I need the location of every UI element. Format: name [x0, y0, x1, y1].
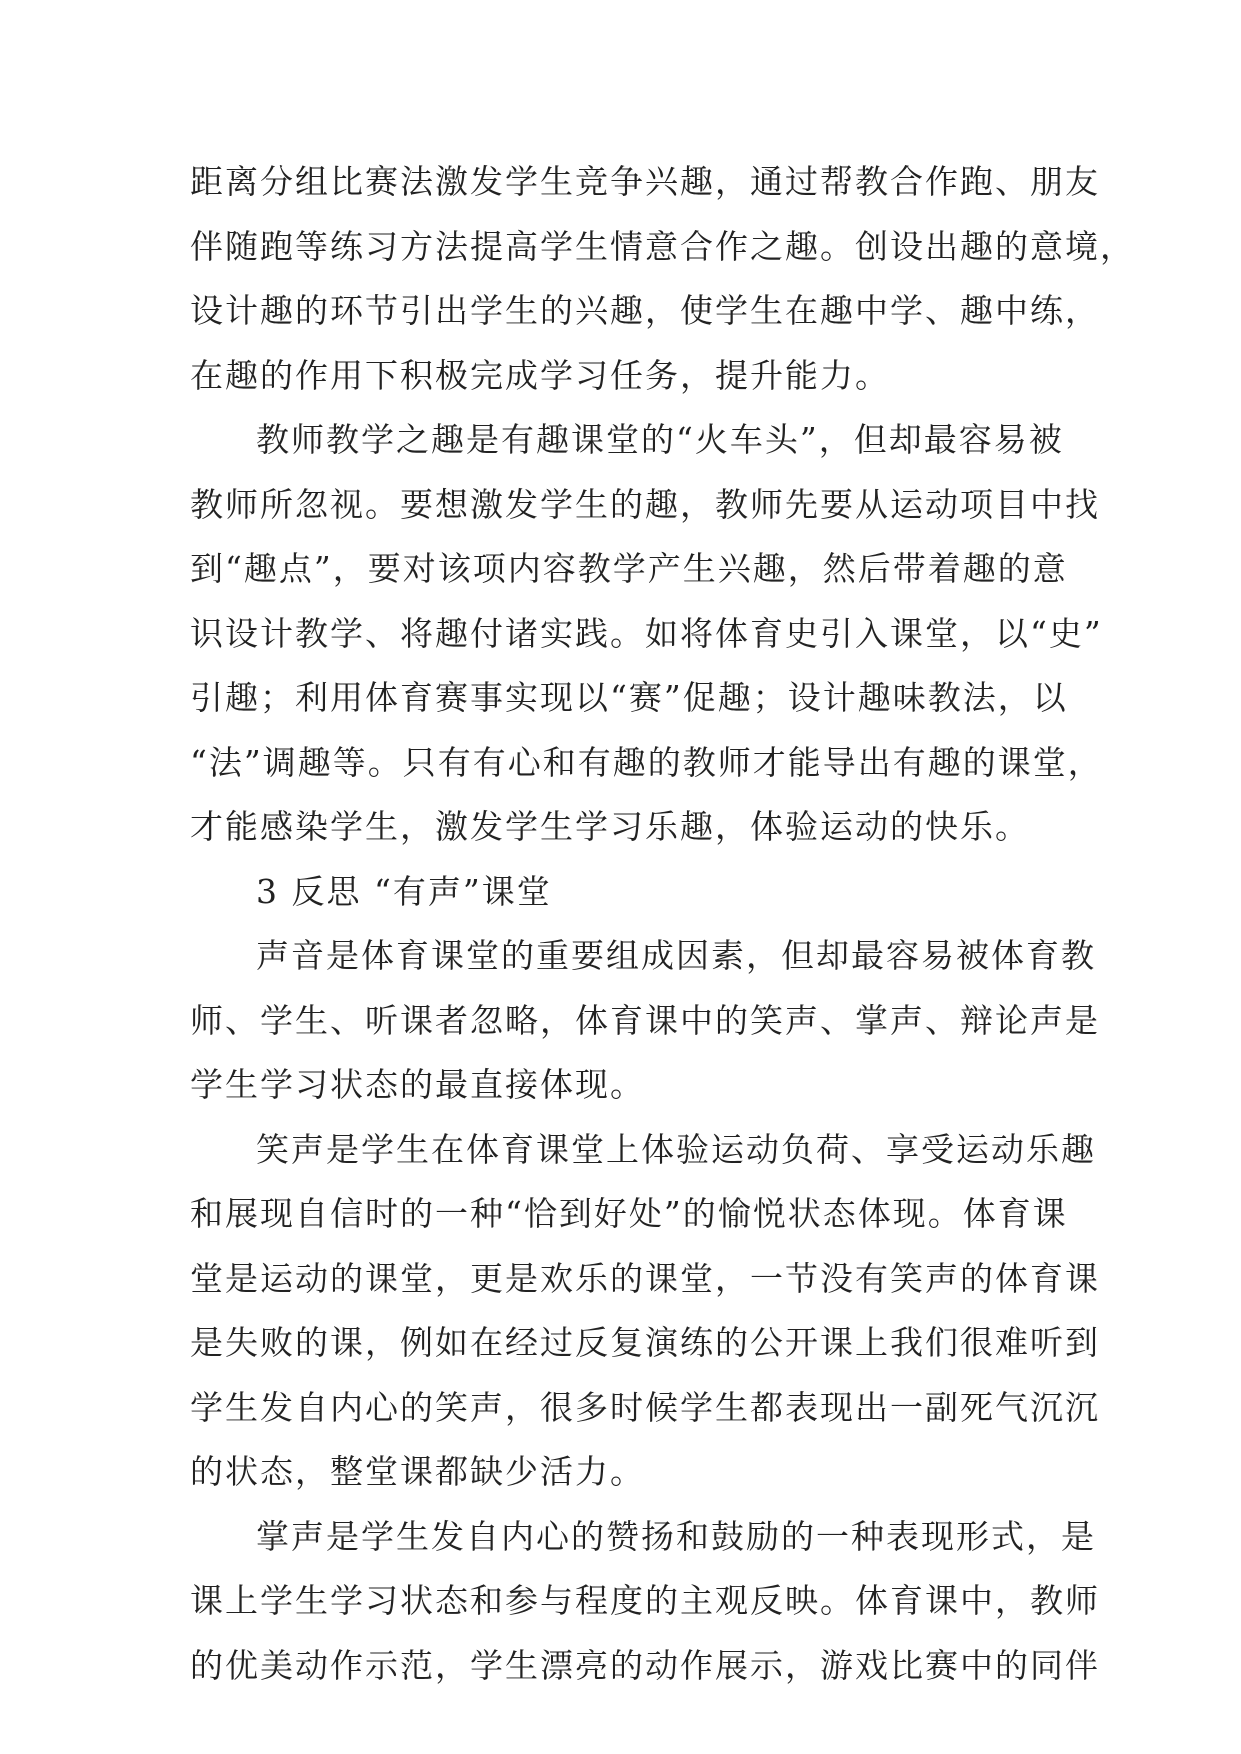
document-body — [190, 150, 1135, 1698]
text-line: 堂是运动的课堂，更是欢乐的课堂，一节没有笑声的体育课 — [190, 1258, 1100, 1298]
text-line: 才能感染学生，激发学生学习乐趣，体验运动的快乐。 — [190, 807, 1030, 846]
text-line: 引趣；利用体育赛事实现以“赛”促趣；设计趣味教法，以 — [190, 678, 1068, 717]
text-line: 3 反思 “有声”课堂 — [256, 871, 552, 911]
text-line: 到“趣点”，要对该项内容教学产生兴趣，然后带着趣的意 — [190, 549, 1068, 588]
text-line: 距离分组比赛法激发学生竞争兴趣，通过帮教合作跑、朋友 — [190, 162, 1100, 201]
text-line: 课上学生学习状态和参与程度的主观反映。体育课中，教师 — [190, 1581, 1100, 1620]
text-line: 教师教学之趣是有趣课堂的“火车头”，但却最容易被 — [256, 420, 1064, 459]
text-line: 学生学习状态的最直接体现。 — [190, 1065, 645, 1104]
text-line: 声音是体育课堂的重要组成因素，但却最容易被体育教 — [256, 936, 1096, 975]
text-line: 和展现自信时的一种“恰到好处”的愉悦状态体现。体育课 — [190, 1194, 1068, 1233]
text-line: 是失败的课，例如在经过反复演练的公开课上我们很难听到 — [190, 1323, 1100, 1362]
text-line: 设计趣的环节引出学生的兴趣，使学生在趣中学、趣中练， — [190, 291, 1100, 330]
text-line: 学生发自内心的笑声，很多时候学生都表现出一副死气沉沉 — [190, 1387, 1100, 1427]
text-line: “法”调趣等。只有有心和有趣的教师才能导出有趣的课堂， — [190, 742, 1103, 782]
text-line: 识设计教学、将趣付诸实践。如将体育史引入课堂，以“史” — [190, 613, 1103, 653]
text-line: 掌声是学生发自内心的赞扬和鼓励的一种表现形式，是 — [256, 1516, 1096, 1556]
text-line: 伴随跑等练习方法提高学生情意合作之趣。创设出趣的意境， — [190, 226, 1135, 266]
text-line: 师、学生、听课者忽略，体育课中的笑声、掌声、辩论声是 — [190, 1000, 1100, 1040]
text-line: 教师所忽视。要想激发学生的趣，教师先要从运动项目中找 — [190, 484, 1100, 524]
text-line: 的状态，整堂课都缺少活力。 — [190, 1452, 645, 1491]
text-line: 在趣的作用下积极完成学习任务，提升能力。 — [190, 355, 890, 395]
text-line: 的优美动作示范，学生漂亮的动作展示，游戏比赛中的同伴 — [190, 1645, 1100, 1685]
text-line: 笑声是学生在体育课堂上体验运动负荷、享受运动乐趣 — [256, 1129, 1096, 1169]
